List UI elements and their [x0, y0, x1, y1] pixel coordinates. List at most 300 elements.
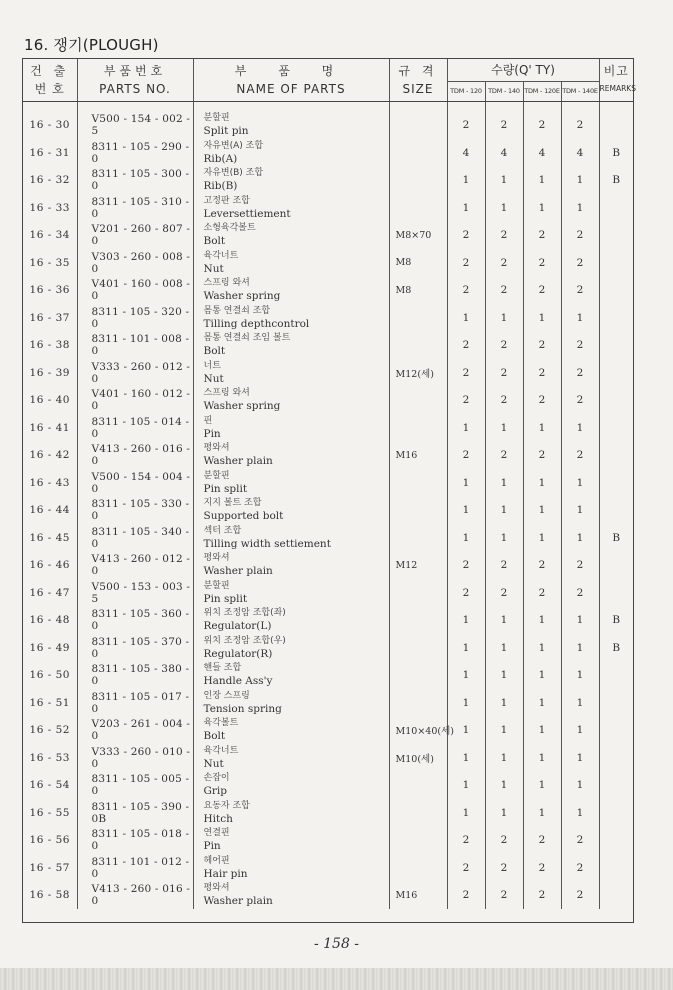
size-cell	[389, 579, 447, 607]
part-name-cell	[193, 634, 389, 662]
remarks-cell	[599, 882, 633, 910]
qty-tdm-140-cell: 1	[485, 304, 523, 332]
parts-no-cell: V413 - 260 - 016 - 0	[77, 442, 193, 470]
parts-no-cell: 8311 - 105 - 014 - 0	[77, 414, 193, 442]
size-cell	[389, 497, 447, 525]
part-name-korean: 분할핀	[203, 470, 230, 481]
part-name-cell	[193, 249, 389, 277]
part-name-cell	[193, 359, 389, 387]
qty-tdm-140e-cell: 4	[561, 139, 599, 167]
qty-tdm-140e-cell: 2	[561, 359, 599, 387]
qty-tdm-120e-cell: 2	[523, 882, 561, 910]
part-name-cell	[193, 524, 389, 552]
part-name-korean: 인장 스프링	[203, 690, 250, 701]
size-cell: M16	[389, 442, 447, 470]
remarks-cell	[599, 304, 633, 332]
qty-tdm-120-cell: 1	[447, 497, 485, 525]
qty-tdm-120e-cell: 1	[523, 469, 561, 497]
size-cell	[389, 854, 447, 882]
qty-tdm-140-cell: 1	[485, 497, 523, 525]
part-name-korean: 고정판 조합	[203, 195, 250, 206]
part-name-english: Hitch	[203, 812, 233, 825]
part-name-english: Grip	[203, 785, 227, 798]
qty-tdm-120-cell: 1	[447, 167, 485, 195]
size-cell: M10×40(세)	[389, 717, 447, 745]
qty-tdm-140e-cell: 1	[561, 524, 599, 552]
table-row	[23, 277, 633, 305]
part-name-cell	[193, 387, 389, 415]
qty-tdm-140-cell: 2	[485, 222, 523, 250]
part-name-english: Bolt	[203, 235, 226, 248]
remarks-cell	[599, 101, 633, 139]
qty-tdm-140e-cell: 1	[561, 634, 599, 662]
size-cell: M8	[389, 249, 447, 277]
header-remarks: 비고 REMARKS	[599, 59, 633, 101]
qty-tdm-120e-cell: 2	[523, 827, 561, 855]
qty-tdm-120e-cell: 2	[523, 359, 561, 387]
qty-tdm-140-cell: 1	[485, 414, 523, 442]
size-cell: M8×70	[389, 222, 447, 250]
part-name-cell	[193, 414, 389, 442]
qty-tdm-120-cell: 2	[447, 552, 485, 580]
size-cell	[389, 827, 447, 855]
table-row	[23, 662, 633, 690]
parts-no-cell: 8311 - 105 - 290 - 0	[77, 139, 193, 167]
part-name-english: Supported bolt	[203, 510, 284, 523]
remarks-cell	[599, 717, 633, 745]
qty-tdm-120-cell: 1	[447, 634, 485, 662]
qty-tdm-120-cell: 1	[447, 414, 485, 442]
part-name-english: Washer plain	[203, 455, 273, 468]
part-name-cell	[193, 854, 389, 882]
header-size: 규 격 SIZE	[389, 59, 447, 101]
item-no-cell: 16 - 54	[23, 772, 77, 800]
part-name-english: Regulator(R)	[203, 647, 273, 660]
size-cell	[389, 662, 447, 690]
table-row	[23, 139, 633, 167]
part-name-cell	[193, 744, 389, 772]
parts-no-cell: V201 - 260 - 807 - 0	[77, 222, 193, 250]
parts-no-cell: 8311 - 105 - 370 - 0	[77, 634, 193, 662]
table-row	[23, 101, 633, 139]
qty-tdm-140e-cell: 2	[561, 387, 599, 415]
table-row	[23, 854, 633, 882]
parts-no-cell: 8311 - 105 - 018 - 0	[77, 827, 193, 855]
parts-no-cell: 8311 - 105 - 360 - 0	[77, 607, 193, 635]
item-no-cell: 16 - 35	[23, 249, 77, 277]
table-row	[23, 359, 633, 387]
part-name-english: Rib(A)	[203, 152, 238, 165]
table-row	[23, 882, 633, 910]
qty-tdm-140e-cell: 1	[561, 304, 599, 332]
part-name-cell	[193, 139, 389, 167]
part-name-korean: 너트	[203, 360, 221, 371]
part-name-korean: 육각볼트	[203, 718, 239, 729]
table-row	[23, 167, 633, 195]
table-row	[23, 442, 633, 470]
remarks-cell	[599, 332, 633, 360]
qty-tdm-140-cell: 2	[485, 359, 523, 387]
table-row	[23, 497, 633, 525]
parts-no-cell: 8311 - 101 - 008 - 0	[77, 332, 193, 360]
part-name-korean: 위치 조정암 조합(우)	[203, 635, 286, 646]
qty-tdm-120-cell: 1	[447, 524, 485, 552]
qty-tdm-140e-cell: 1	[561, 799, 599, 827]
part-name-english: Bolt	[203, 730, 226, 743]
qty-tdm-120e-cell: 2	[523, 222, 561, 250]
table-row	[23, 387, 633, 415]
qty-tdm-140-cell: 2	[485, 277, 523, 305]
part-name-english: Pin	[203, 840, 221, 853]
item-no-cell: 16 - 58	[23, 882, 77, 910]
size-cell	[389, 634, 447, 662]
qty-tdm-120e-cell: 1	[523, 717, 561, 745]
qty-tdm-120-cell: 1	[447, 304, 485, 332]
part-name-korean: 평와셔	[203, 443, 230, 454]
remarks-cell	[599, 277, 633, 305]
part-name-english: Leversettiement	[203, 207, 291, 220]
qty-tdm-140-cell: 1	[485, 689, 523, 717]
part-name-english: Regulator(L)	[203, 620, 272, 633]
remarks-cell	[599, 827, 633, 855]
qty-tdm-140-cell: 2	[485, 332, 523, 360]
item-no-cell: 16 - 32	[23, 167, 77, 195]
parts-no-cell: 8311 - 105 - 005 - 0	[77, 772, 193, 800]
part-name-cell	[193, 662, 389, 690]
qty-tdm-120e-cell: 2	[523, 387, 561, 415]
qty-tdm-140-cell: 1	[485, 194, 523, 222]
table-row	[23, 744, 633, 772]
qty-tdm-140-cell: 1	[485, 772, 523, 800]
parts-table-frame	[22, 58, 634, 923]
size-cell	[389, 387, 447, 415]
part-name-korean: 분할핀	[203, 113, 230, 124]
remarks-cell: B	[612, 174, 621, 187]
header-parts-no: 부품번호 PARTS NO.	[77, 59, 193, 101]
qty-tdm-140-cell: 1	[485, 744, 523, 772]
qty-tdm-140e-cell: 1	[561, 717, 599, 745]
qty-tdm-120-cell: 2	[447, 277, 485, 305]
qty-tdm-120e-cell: 1	[523, 524, 561, 552]
size-cell	[389, 772, 447, 800]
item-no-cell: 16 - 36	[23, 277, 77, 305]
table-row	[23, 607, 633, 635]
qty-tdm-120e-cell: 1	[523, 744, 561, 772]
item-no-cell: 16 - 57	[23, 854, 77, 882]
qty-tdm-120-cell: 2	[447, 332, 485, 360]
part-name-korean: 핀	[203, 415, 213, 426]
table-row	[23, 304, 633, 332]
part-name-english: Rib(B)	[203, 180, 238, 193]
qty-tdm-140-cell: 4	[485, 139, 523, 167]
part-name-english: Split pin	[203, 125, 249, 138]
scan-edge-band	[0, 968, 673, 990]
size-cell	[389, 332, 447, 360]
parts-no-cell: 8311 - 105 - 017 - 0	[77, 689, 193, 717]
size-cell: M10(세)	[389, 744, 447, 772]
remarks-cell	[599, 772, 633, 800]
part-name-korean: 손잡이	[203, 773, 230, 784]
qty-tdm-140e-cell: 1	[561, 194, 599, 222]
qty-tdm-140e-cell: 2	[561, 442, 599, 470]
table-row	[23, 634, 633, 662]
qty-tdm-140-cell: 1	[485, 799, 523, 827]
remarks-cell	[599, 194, 633, 222]
qty-tdm-120-cell: 1	[447, 194, 485, 222]
qty-tdm-120e-cell: 1	[523, 414, 561, 442]
part-name-cell	[193, 194, 389, 222]
remarks-cell	[599, 799, 633, 827]
parts-no-cell: 8311 - 105 - 320 - 0	[77, 304, 193, 332]
parts-no-cell: 8311 - 105 - 390 - 0B	[77, 799, 193, 827]
part-name-korean: 자유변(B) 조합	[203, 168, 264, 179]
parts-no-cell: V333 - 260 - 012 - 0	[77, 359, 193, 387]
part-name-cell	[193, 101, 389, 139]
item-no-cell: 16 - 40	[23, 387, 77, 415]
parts-table	[23, 59, 636, 909]
part-name-cell	[193, 167, 389, 195]
item-no-cell: 16 - 51	[23, 689, 77, 717]
part-name-english: Nut	[203, 757, 224, 770]
qty-tdm-120-cell: 1	[447, 772, 485, 800]
qty-tdm-140-cell: 2	[485, 552, 523, 580]
remarks-cell	[599, 552, 633, 580]
part-name-korean: 핸들 조합	[203, 663, 242, 674]
qty-tdm-120e-cell: 2	[523, 249, 561, 277]
parts-no-cell: 8311 - 101 - 012 - 0	[77, 854, 193, 882]
qty-tdm-120e-cell: 2	[523, 579, 561, 607]
remarks-cell: B	[612, 146, 621, 159]
qty-tdm-140e-cell: 1	[561, 167, 599, 195]
qty-tdm-140-cell: 1	[485, 607, 523, 635]
header-item-no: 건 출 번 호	[23, 59, 77, 101]
parts-no-cell: 8311 - 105 - 310 - 0	[77, 194, 193, 222]
size-cell	[389, 607, 447, 635]
table-row	[23, 827, 633, 855]
parts-no-cell: V401 - 160 - 008 - 0	[77, 277, 193, 305]
part-name-korean: 몸통 연결쇠 조합	[203, 305, 271, 316]
item-no-cell: 16 - 43	[23, 469, 77, 497]
table-row	[23, 772, 633, 800]
qty-tdm-140-cell: 2	[485, 854, 523, 882]
part-name-korean: 몸통 연결쇠 조임 볼트	[203, 333, 291, 344]
part-name-korean: 평와셔	[203, 883, 230, 894]
size-cell	[389, 414, 447, 442]
parts-no-cell: V500 - 154 - 002 - 5	[77, 101, 193, 139]
part-name-english: Pin split	[203, 482, 248, 495]
header-model-tdm-140e: TDM - 140E	[561, 81, 599, 101]
table-row	[23, 414, 633, 442]
qty-tdm-140e-cell: 2	[561, 101, 599, 139]
qty-tdm-140-cell: 2	[485, 387, 523, 415]
qty-tdm-120e-cell: 2	[523, 332, 561, 360]
part-name-korean: 자유변(A) 조합	[203, 140, 264, 151]
parts-no-cell: 8311 - 105 - 330 - 0	[77, 497, 193, 525]
part-name-korean: 스프링 와셔	[203, 388, 250, 399]
remarks-cell	[599, 469, 633, 497]
part-name-english: Washer plain	[203, 895, 273, 908]
part-name-cell	[193, 552, 389, 580]
qty-tdm-140e-cell: 2	[561, 332, 599, 360]
qty-tdm-120-cell: 2	[447, 387, 485, 415]
qty-tdm-120-cell: 2	[447, 854, 485, 882]
qty-tdm-140e-cell: 1	[561, 662, 599, 690]
qty-tdm-120-cell: 2	[447, 579, 485, 607]
qty-tdm-140e-cell: 2	[561, 552, 599, 580]
size-cell	[389, 101, 447, 139]
parts-no-cell: V413 - 260 - 016 - 0	[77, 882, 193, 910]
qty-tdm-120e-cell: 1	[523, 772, 561, 800]
part-name-cell	[193, 332, 389, 360]
size-cell	[389, 304, 447, 332]
item-no-cell: 16 - 53	[23, 744, 77, 772]
qty-tdm-120-cell: 1	[447, 717, 485, 745]
parts-no-cell: 8311 - 105 - 300 - 0	[77, 167, 193, 195]
part-name-english: Tilling width settiement	[203, 537, 331, 550]
section-title: 16. 쟁기(PLOUGH)	[24, 36, 159, 54]
parts-no-cell: V203 - 261 - 004 - 0	[77, 717, 193, 745]
item-no-cell: 16 - 38	[23, 332, 77, 360]
item-no-cell: 16 - 52	[23, 717, 77, 745]
header-quantity: 수량(Q' TY)	[447, 59, 599, 81]
part-name-cell	[193, 607, 389, 635]
remarks-cell	[599, 359, 633, 387]
item-no-cell: 16 - 49	[23, 634, 77, 662]
part-name-english: Pin	[203, 427, 221, 440]
part-name-english: Tension spring	[203, 702, 282, 715]
part-name-cell	[193, 827, 389, 855]
part-name-korean: 연결핀	[203, 828, 230, 839]
qty-tdm-140e-cell: 1	[561, 744, 599, 772]
table-row	[23, 332, 633, 360]
size-cell	[389, 689, 447, 717]
qty-tdm-140e-cell: 2	[561, 277, 599, 305]
remarks-cell	[599, 497, 633, 525]
qty-tdm-120-cell: 1	[447, 662, 485, 690]
qty-tdm-140-cell: 2	[485, 249, 523, 277]
qty-tdm-120e-cell: 1	[523, 607, 561, 635]
part-name-english: Bolt	[203, 345, 226, 358]
item-no-cell: 16 - 37	[23, 304, 77, 332]
part-name-korean: 분할핀	[203, 580, 230, 591]
parts-no-cell: 8311 - 105 - 380 - 0	[77, 662, 193, 690]
qty-tdm-120-cell: 1	[447, 744, 485, 772]
part-name-english: Pin split	[203, 592, 248, 605]
qty-tdm-120e-cell: 1	[523, 634, 561, 662]
qty-tdm-140e-cell: 2	[561, 827, 599, 855]
qty-tdm-120e-cell: 1	[523, 689, 561, 717]
qty-tdm-120e-cell: 2	[523, 854, 561, 882]
item-no-cell: 16 - 50	[23, 662, 77, 690]
qty-tdm-140-cell: 2	[485, 827, 523, 855]
remarks-cell	[599, 249, 633, 277]
part-name-cell	[193, 799, 389, 827]
item-no-cell: 16 - 41	[23, 414, 77, 442]
remarks-cell	[599, 689, 633, 717]
item-no-cell: 16 - 33	[23, 194, 77, 222]
part-name-cell	[193, 469, 389, 497]
remarks-cell	[599, 579, 633, 607]
qty-tdm-140e-cell: 1	[561, 689, 599, 717]
part-name-english: Handle Ass'y	[203, 675, 273, 688]
qty-tdm-140e-cell: 2	[561, 249, 599, 277]
qty-tdm-120-cell: 1	[447, 689, 485, 717]
size-cell: M16	[389, 882, 447, 910]
part-name-korean: 육각너트	[203, 745, 239, 756]
qty-tdm-120-cell: 2	[447, 249, 485, 277]
table-row	[23, 552, 633, 580]
table-row	[23, 579, 633, 607]
remarks-cell	[599, 662, 633, 690]
item-no-cell: 16 - 39	[23, 359, 77, 387]
part-name-cell	[193, 579, 389, 607]
item-no-cell: 16 - 46	[23, 552, 77, 580]
size-cell: M8	[389, 277, 447, 305]
item-no-cell: 16 - 42	[23, 442, 77, 470]
qty-tdm-140-cell: 1	[485, 717, 523, 745]
size-cell: M12	[389, 552, 447, 580]
item-no-cell: 16 - 55	[23, 799, 77, 827]
parts-no-cell: V303 - 260 - 008 - 0	[77, 249, 193, 277]
parts-no-cell: V401 - 160 - 012 - 0	[77, 387, 193, 415]
qty-tdm-140-cell: 2	[485, 579, 523, 607]
table-row	[23, 222, 633, 250]
remarks-cell: B	[612, 614, 621, 627]
table-row	[23, 194, 633, 222]
size-cell	[389, 194, 447, 222]
part-name-korean: 섹터 조합	[203, 525, 242, 536]
table-row	[23, 524, 633, 552]
remarks-cell	[599, 414, 633, 442]
part-name-english: Nut	[203, 262, 224, 275]
qty-tdm-140-cell: 1	[485, 634, 523, 662]
page-number: - 158 -	[313, 936, 360, 952]
qty-tdm-120-cell: 2	[447, 222, 485, 250]
item-no-cell: 16 - 34	[23, 222, 77, 250]
qty-tdm-140e-cell: 1	[561, 497, 599, 525]
qty-tdm-120-cell: 1	[447, 469, 485, 497]
qty-tdm-120-cell: 1	[447, 607, 485, 635]
part-name-korean: 위치 조정암 조합(좌)	[203, 608, 286, 619]
qty-tdm-120-cell: 2	[447, 101, 485, 139]
part-name-korean: 스프링 와셔	[203, 278, 250, 289]
parts-no-cell: 8311 - 105 - 340 - 0	[77, 524, 193, 552]
part-name-cell	[193, 717, 389, 745]
item-no-cell: 16 - 30	[23, 101, 77, 139]
qty-tdm-120-cell: 2	[447, 359, 485, 387]
table-row	[23, 249, 633, 277]
qty-tdm-120e-cell: 2	[523, 101, 561, 139]
qty-tdm-120-cell: 2	[447, 442, 485, 470]
table-row	[23, 717, 633, 745]
table-row	[23, 799, 633, 827]
qty-tdm-140-cell: 1	[485, 469, 523, 497]
part-name-korean: 요동자 조합	[203, 800, 250, 811]
item-no-cell: 16 - 48	[23, 607, 77, 635]
part-name-korean: 육각너트	[203, 250, 239, 261]
header-model-tdm-120: TDM - 120	[447, 81, 485, 101]
remarks-cell: B	[612, 641, 621, 654]
qty-tdm-120e-cell: 1	[523, 194, 561, 222]
part-name-korean: 소형육각볼트	[203, 223, 256, 234]
qty-tdm-120-cell: 2	[447, 882, 485, 910]
part-name-english: Washer plain	[203, 565, 273, 578]
qty-tdm-140e-cell: 2	[561, 882, 599, 910]
qty-tdm-120e-cell: 1	[523, 304, 561, 332]
part-name-cell	[193, 772, 389, 800]
parts-no-cell: V500 - 154 - 004 - 0	[77, 469, 193, 497]
qty-tdm-140-cell: 1	[485, 524, 523, 552]
